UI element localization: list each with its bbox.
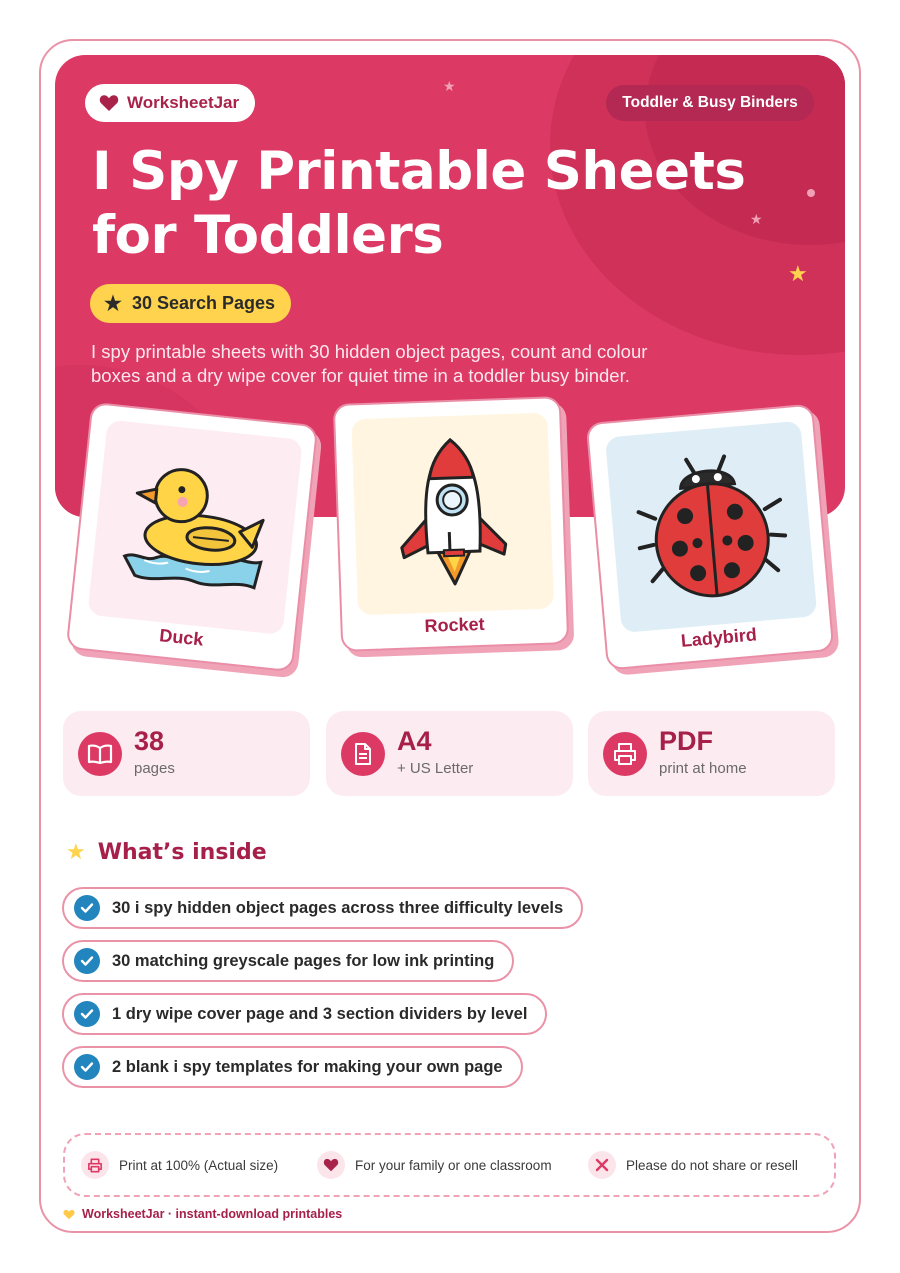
note-text: Print at 100% (Actual size)	[119, 1157, 279, 1173]
card-image	[87, 420, 302, 635]
list-item	[62, 887, 583, 929]
check-icon	[74, 948, 100, 974]
stat-pages	[63, 711, 310, 796]
card-image	[351, 413, 554, 616]
stat-label: + US Letter	[397, 760, 474, 777]
cross-icon	[595, 1158, 609, 1172]
list-item	[62, 993, 547, 1035]
picture-card-rocket	[333, 396, 570, 652]
card-image	[605, 421, 817, 633]
list-item-text: 30 i spy hidden object pages across three difficulty levels	[112, 898, 564, 917]
star-icon: ★	[104, 293, 122, 315]
stat-label: pages	[134, 760, 175, 777]
usage-notes	[63, 1133, 836, 1197]
list-item-text: 1 dry wipe cover page and 3 section dividers by level	[112, 1004, 528, 1023]
card-label: Duck	[158, 625, 205, 650]
page-title	[92, 140, 772, 268]
star-decor-icon: ★	[750, 212, 763, 228]
heart-icon	[63, 1209, 75, 1220]
duck-icon	[113, 450, 277, 605]
list-item-text: 30 matching greyscale pages for low ink printing	[112, 951, 495, 970]
footer	[63, 1207, 342, 1221]
stat-format	[588, 711, 835, 796]
dot-decor-icon	[807, 189, 815, 197]
brand-name: WorksheetJar	[127, 93, 240, 112]
list-item-text: 2 blank i spy templates for making your own page	[112, 1057, 503, 1076]
section-title: What’s inside	[97, 840, 267, 865]
document-icon	[353, 742, 373, 766]
badge-label: 30 Search Pages	[131, 293, 276, 313]
picture-card-ladybird	[586, 404, 835, 671]
card-label: Rocket	[424, 613, 485, 636]
note-no-share	[588, 1151, 798, 1179]
ladybird-icon	[630, 446, 793, 609]
check-icon	[74, 1001, 100, 1027]
note-print-size	[81, 1151, 278, 1179]
whats-inside-heading	[66, 840, 267, 865]
check-icon	[74, 895, 100, 921]
printer-icon	[87, 1158, 103, 1173]
check-icon	[74, 1054, 100, 1080]
stat-value: 38	[134, 726, 165, 756]
note-license	[317, 1151, 552, 1179]
title-line: for Toddlers	[92, 205, 444, 266]
stat-paper-size	[326, 711, 573, 796]
heart-icon	[323, 1158, 339, 1172]
heart-icon	[99, 94, 119, 112]
category-badge: Toddler & Busy Binders	[606, 85, 814, 121]
stat-value: PDF	[659, 726, 713, 756]
note-text: For your family or one classroom	[355, 1157, 552, 1173]
description	[91, 340, 711, 388]
stat-label: print at home	[659, 760, 747, 777]
rocket-icon	[390, 432, 516, 596]
list-item	[62, 940, 514, 982]
note-text: Please do not share or resell	[626, 1157, 798, 1173]
page-count-badge	[90, 284, 291, 323]
card-label: Ladybird	[680, 624, 758, 651]
title-line: I Spy Printable Sheets	[92, 141, 746, 202]
book-icon	[87, 743, 113, 765]
star-icon: ★	[66, 840, 86, 865]
list-item	[62, 1046, 523, 1088]
stat-value: A4	[397, 726, 432, 756]
brand-logo	[85, 84, 255, 122]
description-line: boxes and a dry wipe cover for quiet time in a toddler busy binder.	[91, 365, 630, 386]
picture-card-duck	[66, 402, 319, 672]
star-decor-icon: ★	[443, 79, 456, 95]
description-line: I spy printable sheets with 30 hidden object pages, count and colour	[91, 341, 648, 362]
footer-text: WorksheetJar · instant-download printables	[82, 1207, 343, 1221]
star-decor-icon: ★	[788, 262, 808, 287]
printer-icon	[612, 742, 638, 766]
